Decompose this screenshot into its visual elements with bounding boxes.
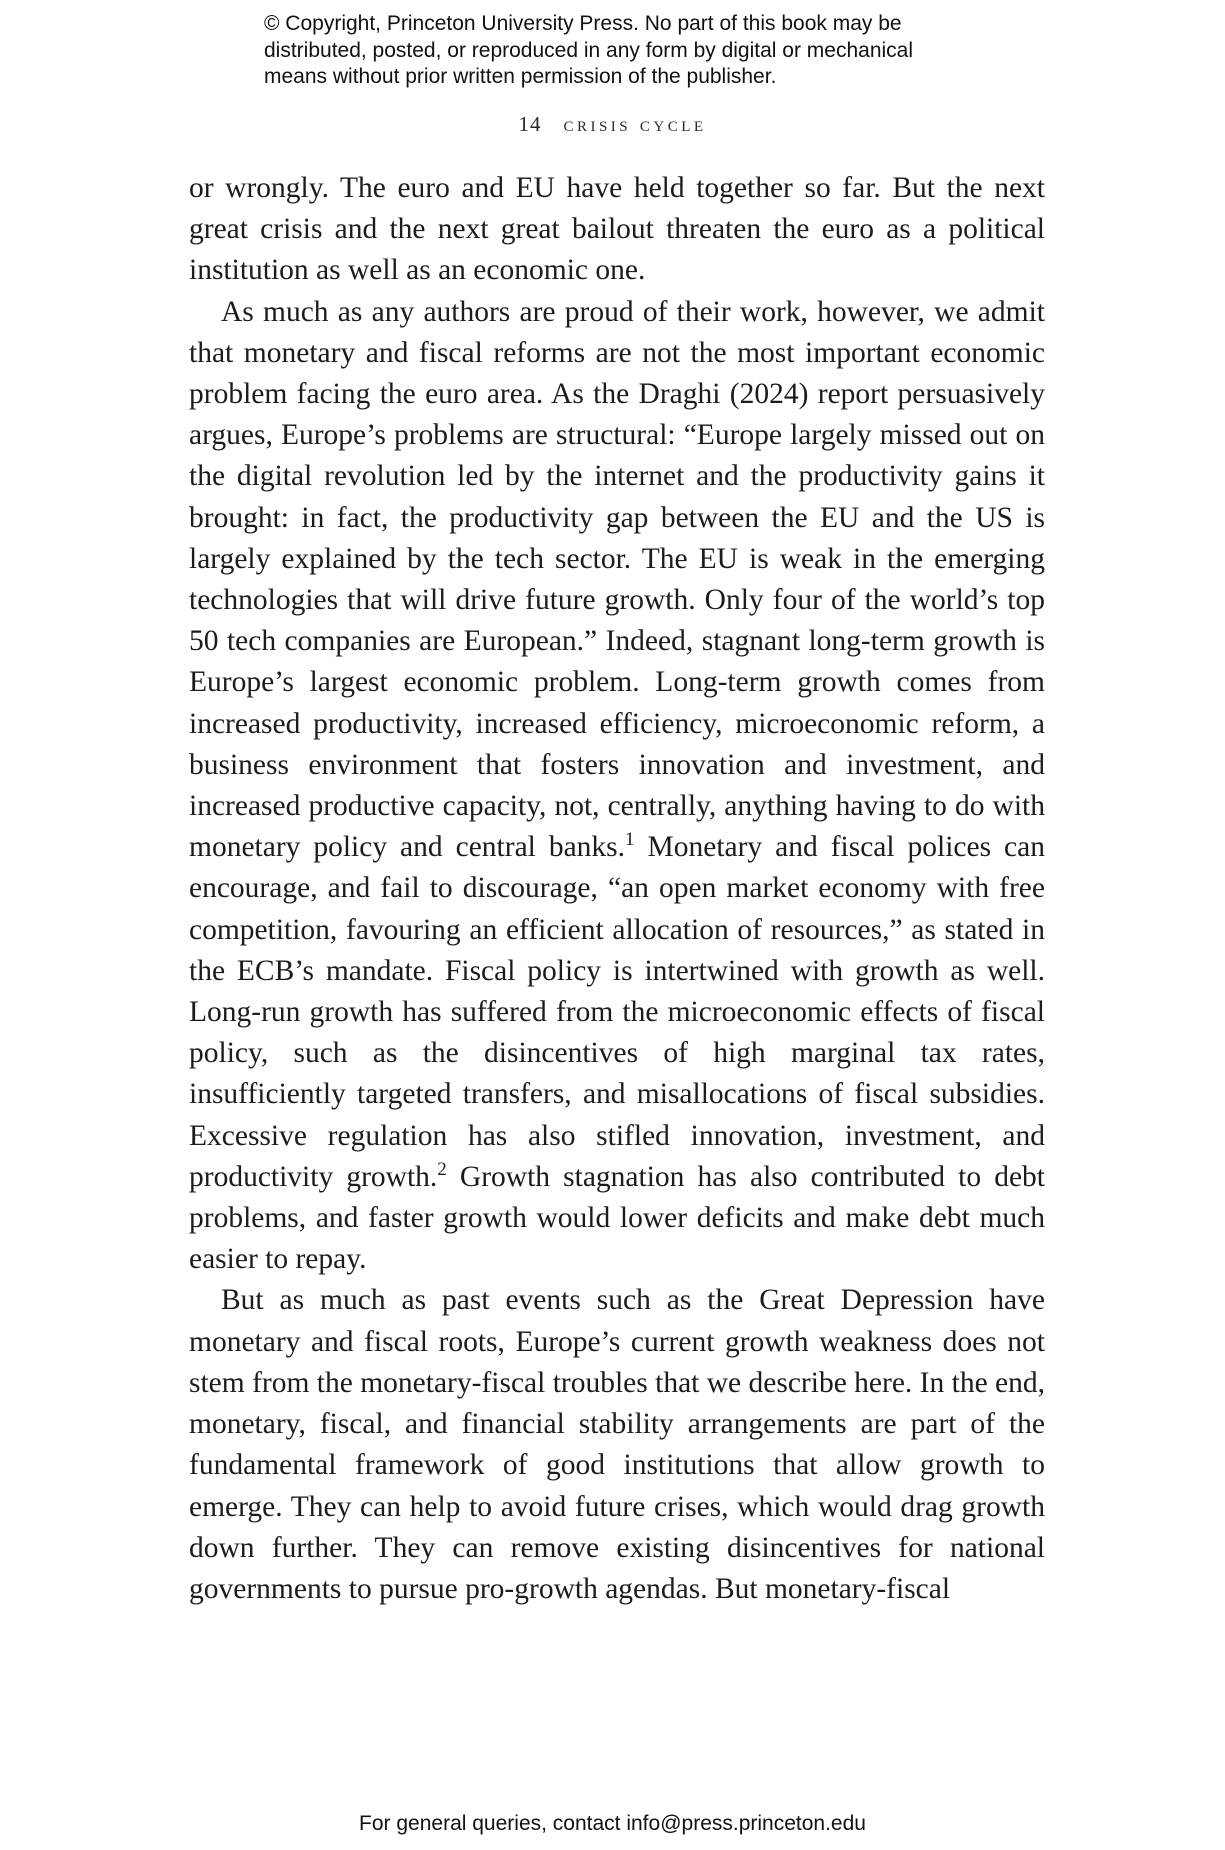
footnote-ref-2[interactable]: 2 [437, 1158, 447, 1180]
paragraph-2 [189, 292, 1045, 1281]
footer-contact: For general queries, contact info@press.princeton.edu [359, 1812, 866, 1835]
chapter-title: crisis cycle [563, 112, 707, 136]
page-number: 14 [518, 112, 542, 136]
paragraph-2-text-b: Monetary and fiscal polices can encourage, and fail to discourage, “an open market economy with free competition, favouring an efficient allocation of resources,” as stated in the ECB’s mandate. Fiscal policy is intertwined with growth as well. Long-run growth has suffered from the microeconomic effects of fiscal policy, such as the disincentives of high marginal tax rates, insufficiently targeted transfers, and misallocations of fiscal subsidies. Excessive regulation has also stifled innovation, investment, and productivity growth. [189, 831, 1045, 1193]
paragraph-3 [189, 1280, 1045, 1610]
running-head [0, 112, 1225, 137]
copyright-line-3: means without prior written permission of the publisher. [264, 65, 777, 88]
main-text [189, 168, 1045, 1610]
copyright-notice [264, 11, 984, 91]
paragraph-2-text-a: As much as any authors are proud of their work, however, we admit that monetary and fiscal reforms are not the most important economic problem facing the euro area. As the Draghi (2024) report persuasively argues, Europe’s problems are structural: “Europe largely missed out on the digital revolution led by the internet and the productivity gains it brought: in fact, the productivity gap between the EU and the US is largely explained by the tech sector. The EU is weak in the emerging technologies that will drive future growth. Only four of the world’s top 50 tech companies are European.” Indeed, stagnant long-term growth is Europe’s largest economic problem. Long-term growth comes from increased productivity, increased efficiency, microeconomic reform, a business environment that fosters innovation and investment, and increased productive capacity, not, centrally, anything having to do with monetary policy and central banks. [189, 295, 1045, 864]
paragraph-3-text: But as much as past events such as the Great Depression have monetary and fiscal roots, Europe’s current growth weakness does not stem from the monetary-fiscal troubles that we describe here. In the end, monetary, fiscal, and financial stability arrangements are part of the fundamental framework of good institutions that allow growth to emerge. They can help to avoid future crises, which would drag growth down further. They can remove existing disincentives for national governments to pursue pro-growth agendas. But monetary-fiscal [189, 1284, 1046, 1605]
copyright-line-1: © Copyright, Princeton University Press. No part of this book may be [264, 12, 902, 35]
paragraph-1-text: or wrongly. The euro and EU have held together so far. But the next great crisis and the next great bailout threaten the euro as a political institution as well as an economic one. [189, 172, 1045, 287]
paragraph-1 [189, 168, 1045, 292]
paragraph-2-text-c: Growth stagnation has also contributed to debt problems, and faster growth would lower deficits and make debt much easier to repay. [189, 1160, 1045, 1276]
copyright-line-2: distributed, posted, or reproduced in any form by digital or mechanical [264, 38, 914, 62]
footnote-ref-1[interactable]: 1 [625, 829, 635, 851]
